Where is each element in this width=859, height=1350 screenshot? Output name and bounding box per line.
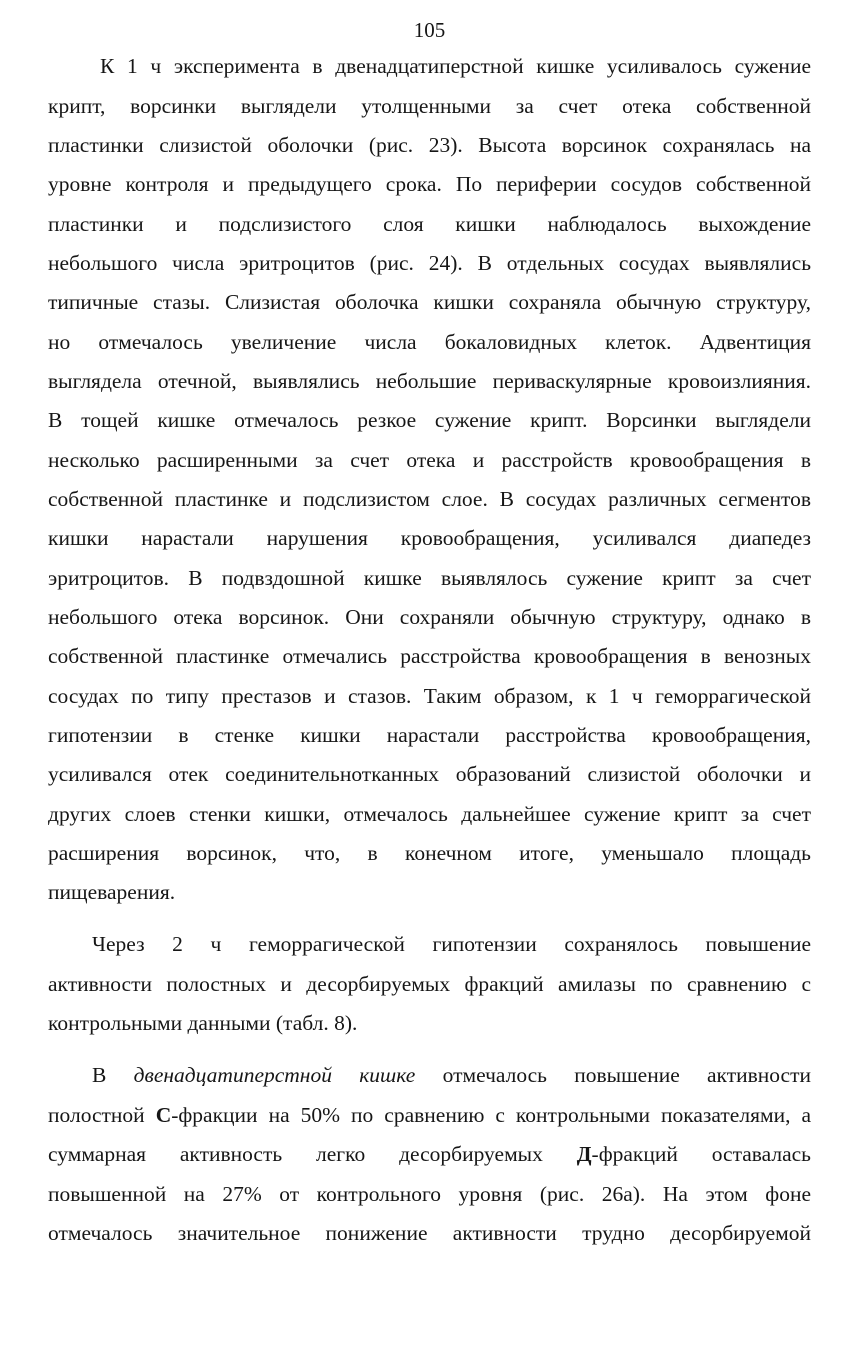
text-line: активности полостных и десорбируемых фракций амилазы по сравнению с	[48, 972, 811, 996]
text-line: пищеварения.	[48, 880, 176, 904]
text-line: эритроцитов. В подвздошной кишке выявлялось сужение крипт за счет	[48, 566, 811, 590]
text-line: повышенной на 27% от контрольного уровня (рис. 26а). На этом фоне	[48, 1182, 811, 1206]
text-line: кишки нарастали нарушения кровообращения, усиливался диапедез	[48, 526, 811, 550]
italic-term: двенадцатиперстной кишке	[133, 1063, 416, 1087]
text-line: крипт, ворсинки выглядели утолщенными за счет отека собственной	[48, 94, 811, 118]
text-line: расширения ворсинок, что, в конечном итоге, уменьшало площадь	[48, 841, 811, 865]
text-line: уровне контроля и предыдущего срока. По периферии сосудов собственной	[48, 172, 811, 196]
text-run: отмечалось повышение активности	[415, 1063, 811, 1087]
text-line: Через 2 ч геморрагической гипотензии сохранялось повышение	[92, 932, 811, 956]
text-line: гипотензии в стенке кишки нарастали расстройства кровообращения,	[48, 723, 811, 747]
text-line: других слоев стенки кишки, отмечалось дальнейшее сужение крипт за счет	[48, 802, 811, 826]
text-line: но отмечалось увеличение числа бокаловидных клеток. Адвентиция	[48, 330, 811, 354]
text-line: сосудах по типу престазов и стазов. Таким образом, к 1 ч геморрагической	[48, 684, 811, 708]
text-run: В	[92, 1063, 134, 1087]
text-line: пластинки слизистой оболочки (рис. 23). Высота ворсинок сохранялась на	[48, 133, 811, 157]
text-line: собственной пластинке и подслизистом слое. В сосудах различных сегментов	[48, 487, 811, 511]
text-line	[48, 1140, 811, 1168]
text-line: выглядела отечной, выявлялись небольшие периваскулярные кровоизлияния.	[48, 369, 811, 393]
text-run: -фракции на 50% по сравнению с контрольными показателями, а	[171, 1103, 811, 1127]
text-line	[48, 1101, 811, 1129]
text-line	[92, 1061, 811, 1089]
text-line: К 1 ч эксперимента в двенадцатиперстной кишке усиливалось сужение	[100, 54, 811, 78]
text-line: небольшого числа эритроцитов (рис. 24). В отдельных сосудах выявлялись	[48, 251, 811, 275]
text-line: небольшого отека ворсинок. Они сохраняли обычную структуру, однако в	[48, 605, 811, 629]
text-line: типичные стазы. Слизистая оболочка кишки сохраняла обычную структуру,	[48, 290, 811, 314]
text-line: контрольными данными (табл. 8).	[48, 1011, 358, 1035]
bold-fraction-label: Д	[576, 1142, 592, 1166]
page-number: 105	[413, 18, 446, 42]
text-run: -фракций оставалась	[591, 1142, 811, 1166]
text-line: несколько расширенными за счет отека и расстройств кровообращения в	[48, 448, 811, 472]
text-line: пластинки и подслизистого слоя кишки наблюдалось выхождение	[48, 212, 811, 236]
bold-fraction-label: С	[155, 1103, 172, 1127]
text-line: В тощей кишке отмечалось резкое сужение крипт. Ворсинки выглядели	[48, 408, 811, 432]
text-line: усиливался отек соединительнотканных образований слизистой оболочки и	[48, 762, 811, 786]
text-line: отмечалось значительное понижение активности трудно десорбируемой	[48, 1221, 811, 1245]
text-run: полостной	[48, 1103, 156, 1127]
text-run: суммарная активность легко десорбируемых	[48, 1142, 577, 1166]
text-line: собственной пластинке отмечались расстройства кровообращения в венозных	[48, 644, 811, 668]
